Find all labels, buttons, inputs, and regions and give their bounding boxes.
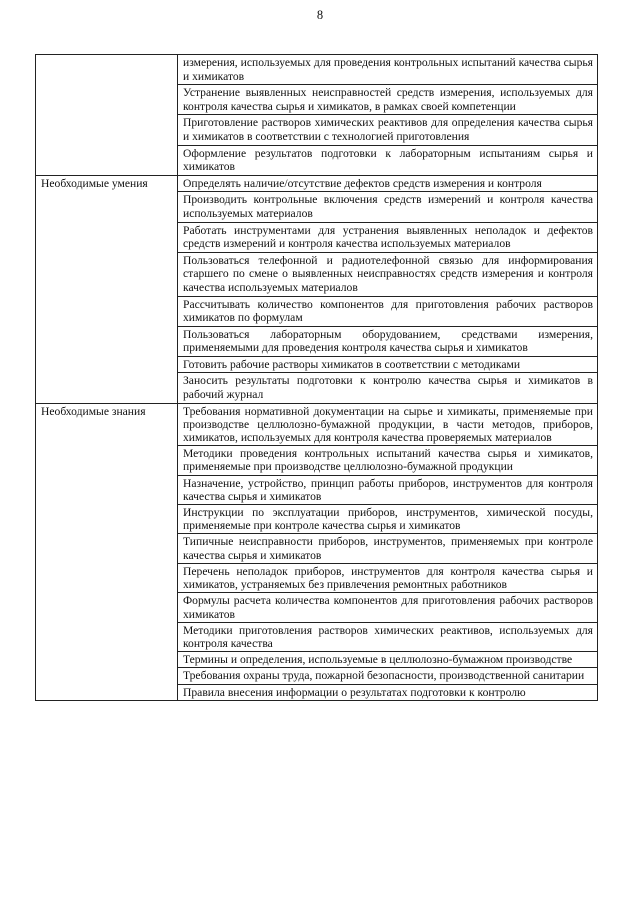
table-row: [36, 403, 598, 446]
table-cell-item: Инструкции по эксплуатации приборов, инструментов, химической посуды, применяемые при контроле качества сырья и химикатов: [178, 505, 598, 534]
page-number: 8: [316, 8, 324, 22]
section-heading-knowledge: Необходимые знания: [36, 403, 178, 700]
table-cell-item: Требования нормативной документации на сырье и химикаты, применяемые при производстве целлюлозно-бумажной продукции, в части методов, приборов, химикатов, используемых для контроля качества проверяемых материалов: [178, 403, 598, 446]
table-cell-item: Правила внесения информации о результатах подготовки к контролю: [178, 684, 598, 700]
table-row: [36, 55, 598, 85]
table-cell-item: Назначение, устройство, принцип работы приборов, инструментов для контроля качества сырья и химикатов: [178, 475, 598, 504]
table-cell-item: Рассчитывать количество компонентов для приготовления рабочих растворов химикатов по формулам: [178, 296, 598, 326]
table-cell-item: Требования охраны труда, пожарной безопасности, производственной санитарии: [178, 668, 598, 684]
table-cell-item: Приготовление растворов химических реактивов для определения качества сырья и химикатов в соответствии с технологией приготовления: [178, 115, 598, 145]
table-cell-item: Методики проведения контрольных испытаний качества сырья и химикатов, применяемые при производстве целлюлозно-бумажной продукции: [178, 446, 598, 475]
table-cell-item: Заносить результаты подготовки к контролю качества сырья и химикатов в рабочий журнал: [178, 373, 598, 403]
table-row: [36, 175, 598, 192]
table-cell-item: Оформление результатов подготовки к лабораторным испытаниям сырья и химикатов: [178, 145, 598, 175]
table-cell-item: Термины и определения, используемые в целлюлозно-бумажном производстве: [178, 652, 598, 668]
table-cell-item: Пользоваться лабораторным оборудованием, средствами измерения, применяемыми для проведения контроля качества сырья и химикатов: [178, 326, 598, 356]
table-cell-item: Формулы расчета количества компонентов для приготовления рабочих растворов химикатов: [178, 593, 598, 622]
table-cell-item: Перечень неполадок приборов, инструментов для контроля качества сырья и химикатов, устраняемых без привлечения ремонтных работников: [178, 563, 598, 592]
table-cell-item: Работать инструментами для устранения выявленных неполадок и дефектов средств измерений и контроля качества используемых материалов: [178, 222, 598, 252]
section-heading-skills: Необходимые умения: [36, 175, 178, 403]
section-heading-continued: [36, 55, 178, 176]
table-cell-item: Производить контрольные включения средств измерений и контроля качества используемых материалов: [178, 192, 598, 222]
table-cell-item: Устранение выявленных неисправностей средств измерения, используемых для контроля качества сырья и химикатов, в рамках своей компетенции: [178, 85, 598, 115]
table-cell-item: Методики приготовления растворов химических реактивов, используемых для контроля качества: [178, 622, 598, 651]
table-cell-item: Готовить рабочие растворы химикатов в соответствии с методиками: [178, 356, 598, 373]
table-cell-item: Типичные неисправности приборов, инструментов, применяемых при контроле качества сырья и химикатов: [178, 534, 598, 563]
table-cell-item: измерения, используемых для проведения контрольных испытаний качества сырья и химикатов: [178, 55, 598, 85]
competency-table: [35, 54, 598, 701]
table-cell-item: Определять наличие/отсутствие дефектов средств измерения и контроля: [178, 175, 598, 192]
table-cell-item: Пользоваться телефонной и радиотелефонной связью для информирования старшего по смене о выявленных неисправностях средств измерения и контроля качества используемых материалов: [178, 252, 598, 296]
